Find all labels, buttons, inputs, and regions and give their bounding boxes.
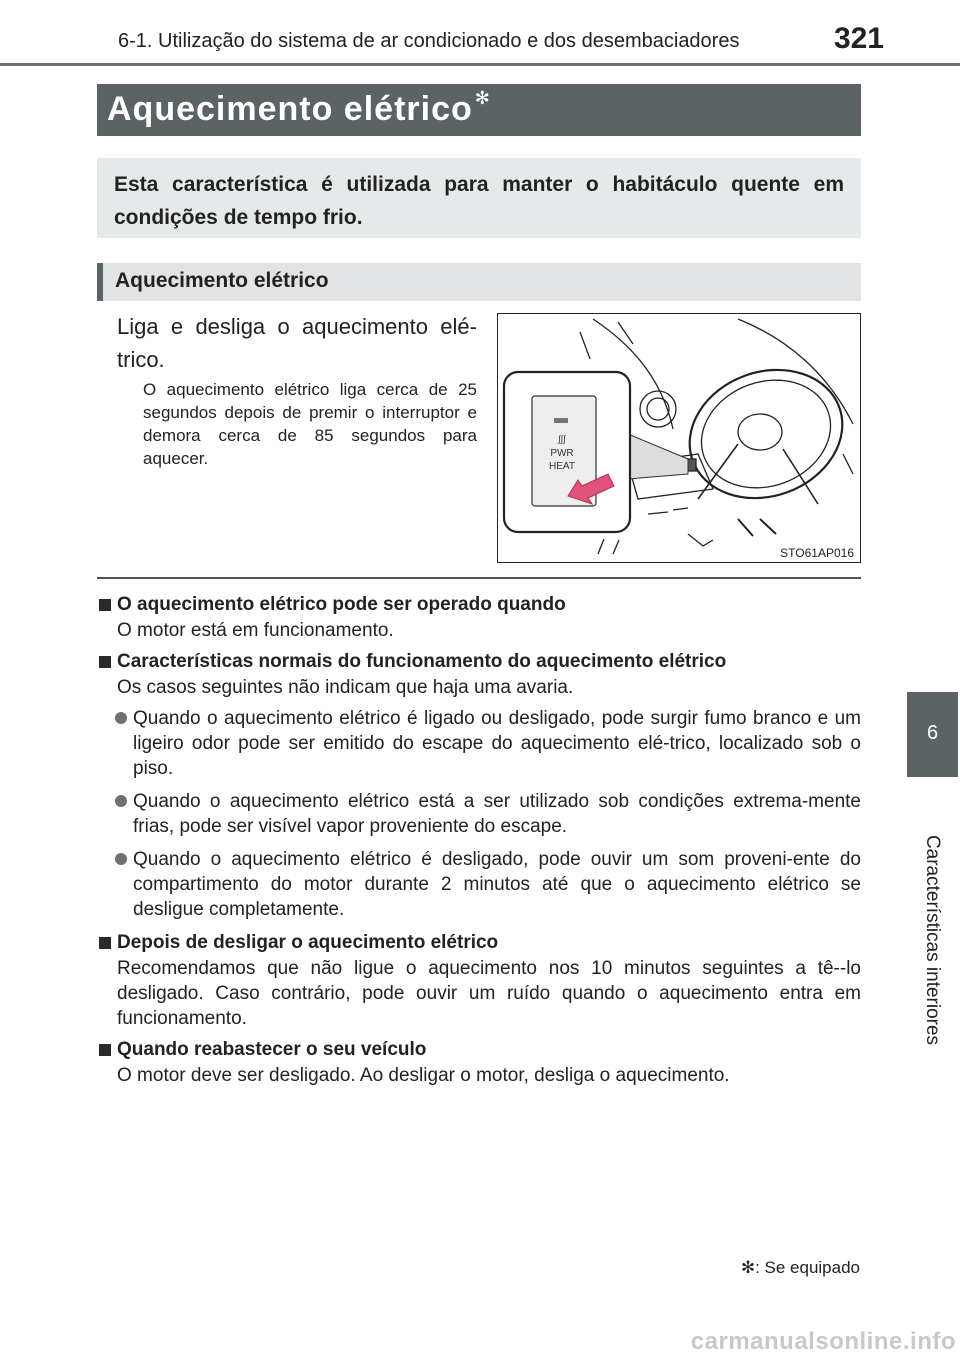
intro-text: Esta característica é utilizada para manter o habitáculo quente em condições de tempo frio. xyxy=(114,173,844,229)
chapter-tab[interactable] xyxy=(907,692,958,777)
list-item xyxy=(97,706,861,781)
list-item-text: Quando o aquecimento elétrico é ligado ou desligado, pode surgir fumo branco e um ligeiro odor pode ser emitido do escape do aquecimento elé-trico, localizado sob o piso. xyxy=(133,708,861,779)
note-heading-text: Depois de desligar o aquecimento elétrico xyxy=(117,932,499,953)
note-body: O motor deve ser desligado. Ao desligar o motor, desliga o aquecimento. xyxy=(117,1065,730,1086)
square-bullet-icon xyxy=(99,656,111,668)
notes-section xyxy=(97,588,861,1094)
page-number: 321 xyxy=(833,22,884,55)
page-title xyxy=(107,90,491,129)
round-bullet-icon xyxy=(115,712,127,724)
note-body: Os casos seguintes não indicam que haja uma avaria. xyxy=(117,677,574,698)
list-item xyxy=(97,847,861,922)
section-divider xyxy=(97,577,861,579)
round-bullet-icon xyxy=(115,853,127,865)
main-description: Liga e desliga o aquecimento elé-trico. xyxy=(117,314,477,372)
list-item xyxy=(97,789,861,839)
chapter-tab-number: 6 xyxy=(926,722,939,744)
equipped-marker-icon: ✻ xyxy=(474,88,491,108)
footnote: ✻: Se equipado xyxy=(740,1258,860,1277)
note-heading-text: O aquecimento elétrico pode ser operado quando xyxy=(117,594,566,615)
note-heading-text: Quando reabastecer o seu veículo xyxy=(117,1039,427,1060)
header-section-title: 6-1. Utilização do sistema de ar condicionado e dos desembaciadores xyxy=(118,30,740,52)
illustration-caption: STO61AP016 xyxy=(780,546,854,560)
square-bullet-icon xyxy=(99,599,111,611)
note-heading xyxy=(97,1037,861,1063)
subheading: Aquecimento elétrico xyxy=(115,269,329,292)
intro-box xyxy=(97,158,861,238)
round-bullet-icon xyxy=(115,795,127,807)
square-bullet-icon xyxy=(99,1044,111,1056)
note-heading-text: Características normais do funcionamento do aquecimento elétrico xyxy=(117,651,727,672)
square-bullet-icon xyxy=(99,937,111,949)
svg-text:∫∫∫: ∫∫∫ xyxy=(558,434,566,444)
list-item-text: Quando o aquecimento elétrico está a ser utilizado sob condições extrema-mente frias, pode ser visível vapor proveniente do escape. xyxy=(133,791,861,837)
switch-label-heat: HEAT xyxy=(549,461,575,472)
title-bar xyxy=(97,84,861,136)
note-heading xyxy=(97,592,861,618)
list-item-text: Quando o aquecimento elétrico é desligado, pode ouvir um som proveni-ente do compartimento do motor durante 2 minutos até que o aquecimento elétrico se desligue completamente. xyxy=(133,849,861,920)
note-body: Recomendamos que não ligue o aquecimento nos 10 minutos seguintes a tê--lo desligado. Caso contrário, pode ouvir um ruído quando o aquecimento entra em funcionamento. xyxy=(117,958,861,1029)
switch-label-pwr: PWR xyxy=(550,448,574,459)
chapter-tab-label: Características interiores xyxy=(922,834,943,1046)
note-heading xyxy=(97,930,861,956)
note-body: O motor está em funcionamento. xyxy=(117,620,394,641)
detail-description: O aquecimento elétrico liga cerca de 25 segundos depois de premir o interruptor e demora cerca de 85 segundos para aquecer. xyxy=(143,380,477,468)
subheading-accent xyxy=(97,263,103,301)
watermark: carmanualsonline.info xyxy=(690,1328,956,1355)
dashboard-illustration xyxy=(497,313,861,563)
subheading-bar xyxy=(97,263,861,301)
header-divider xyxy=(0,63,960,66)
page-title-text: Aquecimento elétrico xyxy=(107,90,473,128)
note-heading xyxy=(97,649,861,675)
dashboard-drawing xyxy=(498,314,860,562)
